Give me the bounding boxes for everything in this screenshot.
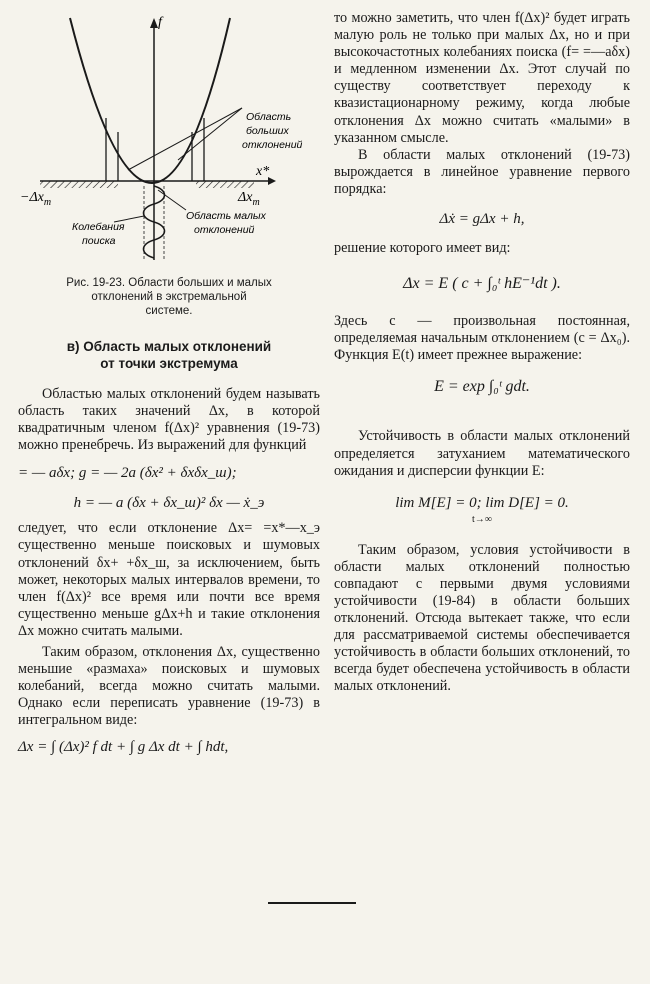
heading-line-2: от точки экстремума bbox=[100, 356, 238, 371]
left-paragraph-3: Таким образом, отклонения Δx, существенно меньшие «размаха» поисковых и шумовых колебаний, всегда можно считать малыми. Однако если переписать уравнение (19-73) в интегральном виде: bbox=[18, 644, 320, 729]
right-paragraph-3: решение которого имеет вид: bbox=[334, 240, 511, 257]
right-paragraph-6: Таким образом, условия устойчивости в области малых отклонений полностью совпадают с первыми двумя условиями устойчивости (19-84) в области больших отклонений. Отсюда вытекает также, что если для рассматриваемой системы обеспечивается устойчивость в области больших отклонений, то всегда будет обеспечена устойчивость в области малых отклонений. bbox=[334, 541, 630, 695]
hatch-right bbox=[196, 181, 254, 188]
label-osc-2: поиска bbox=[82, 235, 116, 247]
left-equation-1: = — aδx; g = — 2a (δx² + δxδx_ш); bbox=[18, 465, 237, 482]
f-axis-arrow bbox=[150, 18, 158, 28]
figure-caption bbox=[18, 276, 320, 318]
pointer-large-b bbox=[128, 108, 242, 170]
heading-line-1: в) Область малых отклонений bbox=[66, 339, 272, 354]
axis-x-label: x* bbox=[256, 164, 270, 179]
left-paragraph-2: следует, что если отклонение Δx= =x*—x_э существенно меньше поисковых и шумовых отклонений δx+ +δx_ш, за исключением, быть может, некоторых малых интервалов времени, то член f(Δx)² все время или почти все время существенно меньше gΔx+h и такие отклонения Δx можно считать малыми. bbox=[18, 520, 320, 639]
section-heading bbox=[18, 338, 320, 372]
figure-19-23 bbox=[18, 8, 320, 273]
right-equation-2: Δx = E ( c + ∫₀ᵗ hE⁻¹dt ). bbox=[403, 275, 561, 293]
label-osc-1: Колебания bbox=[72, 221, 125, 233]
right-paragraph-5: Устойчивость в области малых отклонений определяется затуханием математического ожидания и дисперсии функции E: bbox=[334, 428, 630, 479]
label-small-2: отклонений bbox=[194, 224, 255, 236]
right-paragraph-1: то можно заметить, что член f(Δx)² будет играть малую роль не только при малых Δx, но и при высокочастотных колебаниях поиска (f= =—aδx) и медленном изменении Δx. Этот случай по существу соответствует переходу к квазистационарному режиму, когда любые отклонения Δx можно считать «малыми» в указанном смысле. bbox=[334, 10, 630, 146]
right-equation-4-subscript: t→∞ bbox=[472, 513, 492, 525]
tick-left-label: $-\Delta x_m$ bbox=[20, 190, 52, 208]
caption-line-1: Рис. 19-23. Области больших и малых bbox=[66, 277, 272, 289]
axis-f-label: f bbox=[158, 15, 162, 30]
label-small-1: Область малых bbox=[186, 210, 266, 222]
hatch-left bbox=[40, 181, 118, 188]
pointer-large-a bbox=[178, 108, 242, 160]
right-paragraph-4: Здесь c — произвольная постоянная, определяемая начальным отклонением (c = Δx₀). Функция E(t) имеет прежнее выражение: bbox=[334, 313, 630, 364]
left-paragraph-1: Областью малых отклонений будем называть область таких значений Δx, в которой квадратичным членом f(Δx)² уравнения (19-73) можно пренебречь. Из выражений для функций bbox=[18, 386, 320, 454]
left-equation-2: h = — a (δx + δx_ш)² δx — ẋ_э bbox=[73, 495, 265, 512]
label-large-1: Область bbox=[246, 111, 292, 123]
label-large-2: больших bbox=[246, 125, 289, 137]
caption-line-2: отклонений в экстремальной bbox=[91, 291, 247, 303]
label-large-3: отклонений bbox=[242, 139, 303, 151]
caption-line-3: системе. bbox=[145, 305, 193, 317]
right-equation-3: E = exp ∫₀ᵗ gdt. bbox=[434, 378, 530, 396]
right-equation-4: lim M[E] = 0; lim D[E] = 0. bbox=[395, 494, 569, 511]
right-equation-1: Δẋ = gΔx + h, bbox=[439, 211, 525, 228]
left-equation-3: Δx = ∫ (Δx)² f dt + ∫ g Δx dt + ∫ hdt, bbox=[18, 738, 229, 755]
tick-right-label: $\Delta x_m$ bbox=[238, 190, 260, 208]
right-paragraph-2: В области малых отклонений (19-73) вырождается в линейное уравнение первого порядка: bbox=[334, 146, 630, 197]
left-column bbox=[18, 276, 320, 758]
right-column bbox=[334, 10, 630, 696]
extremum-diagram bbox=[18, 8, 320, 273]
page-end-rule bbox=[268, 902, 356, 904]
